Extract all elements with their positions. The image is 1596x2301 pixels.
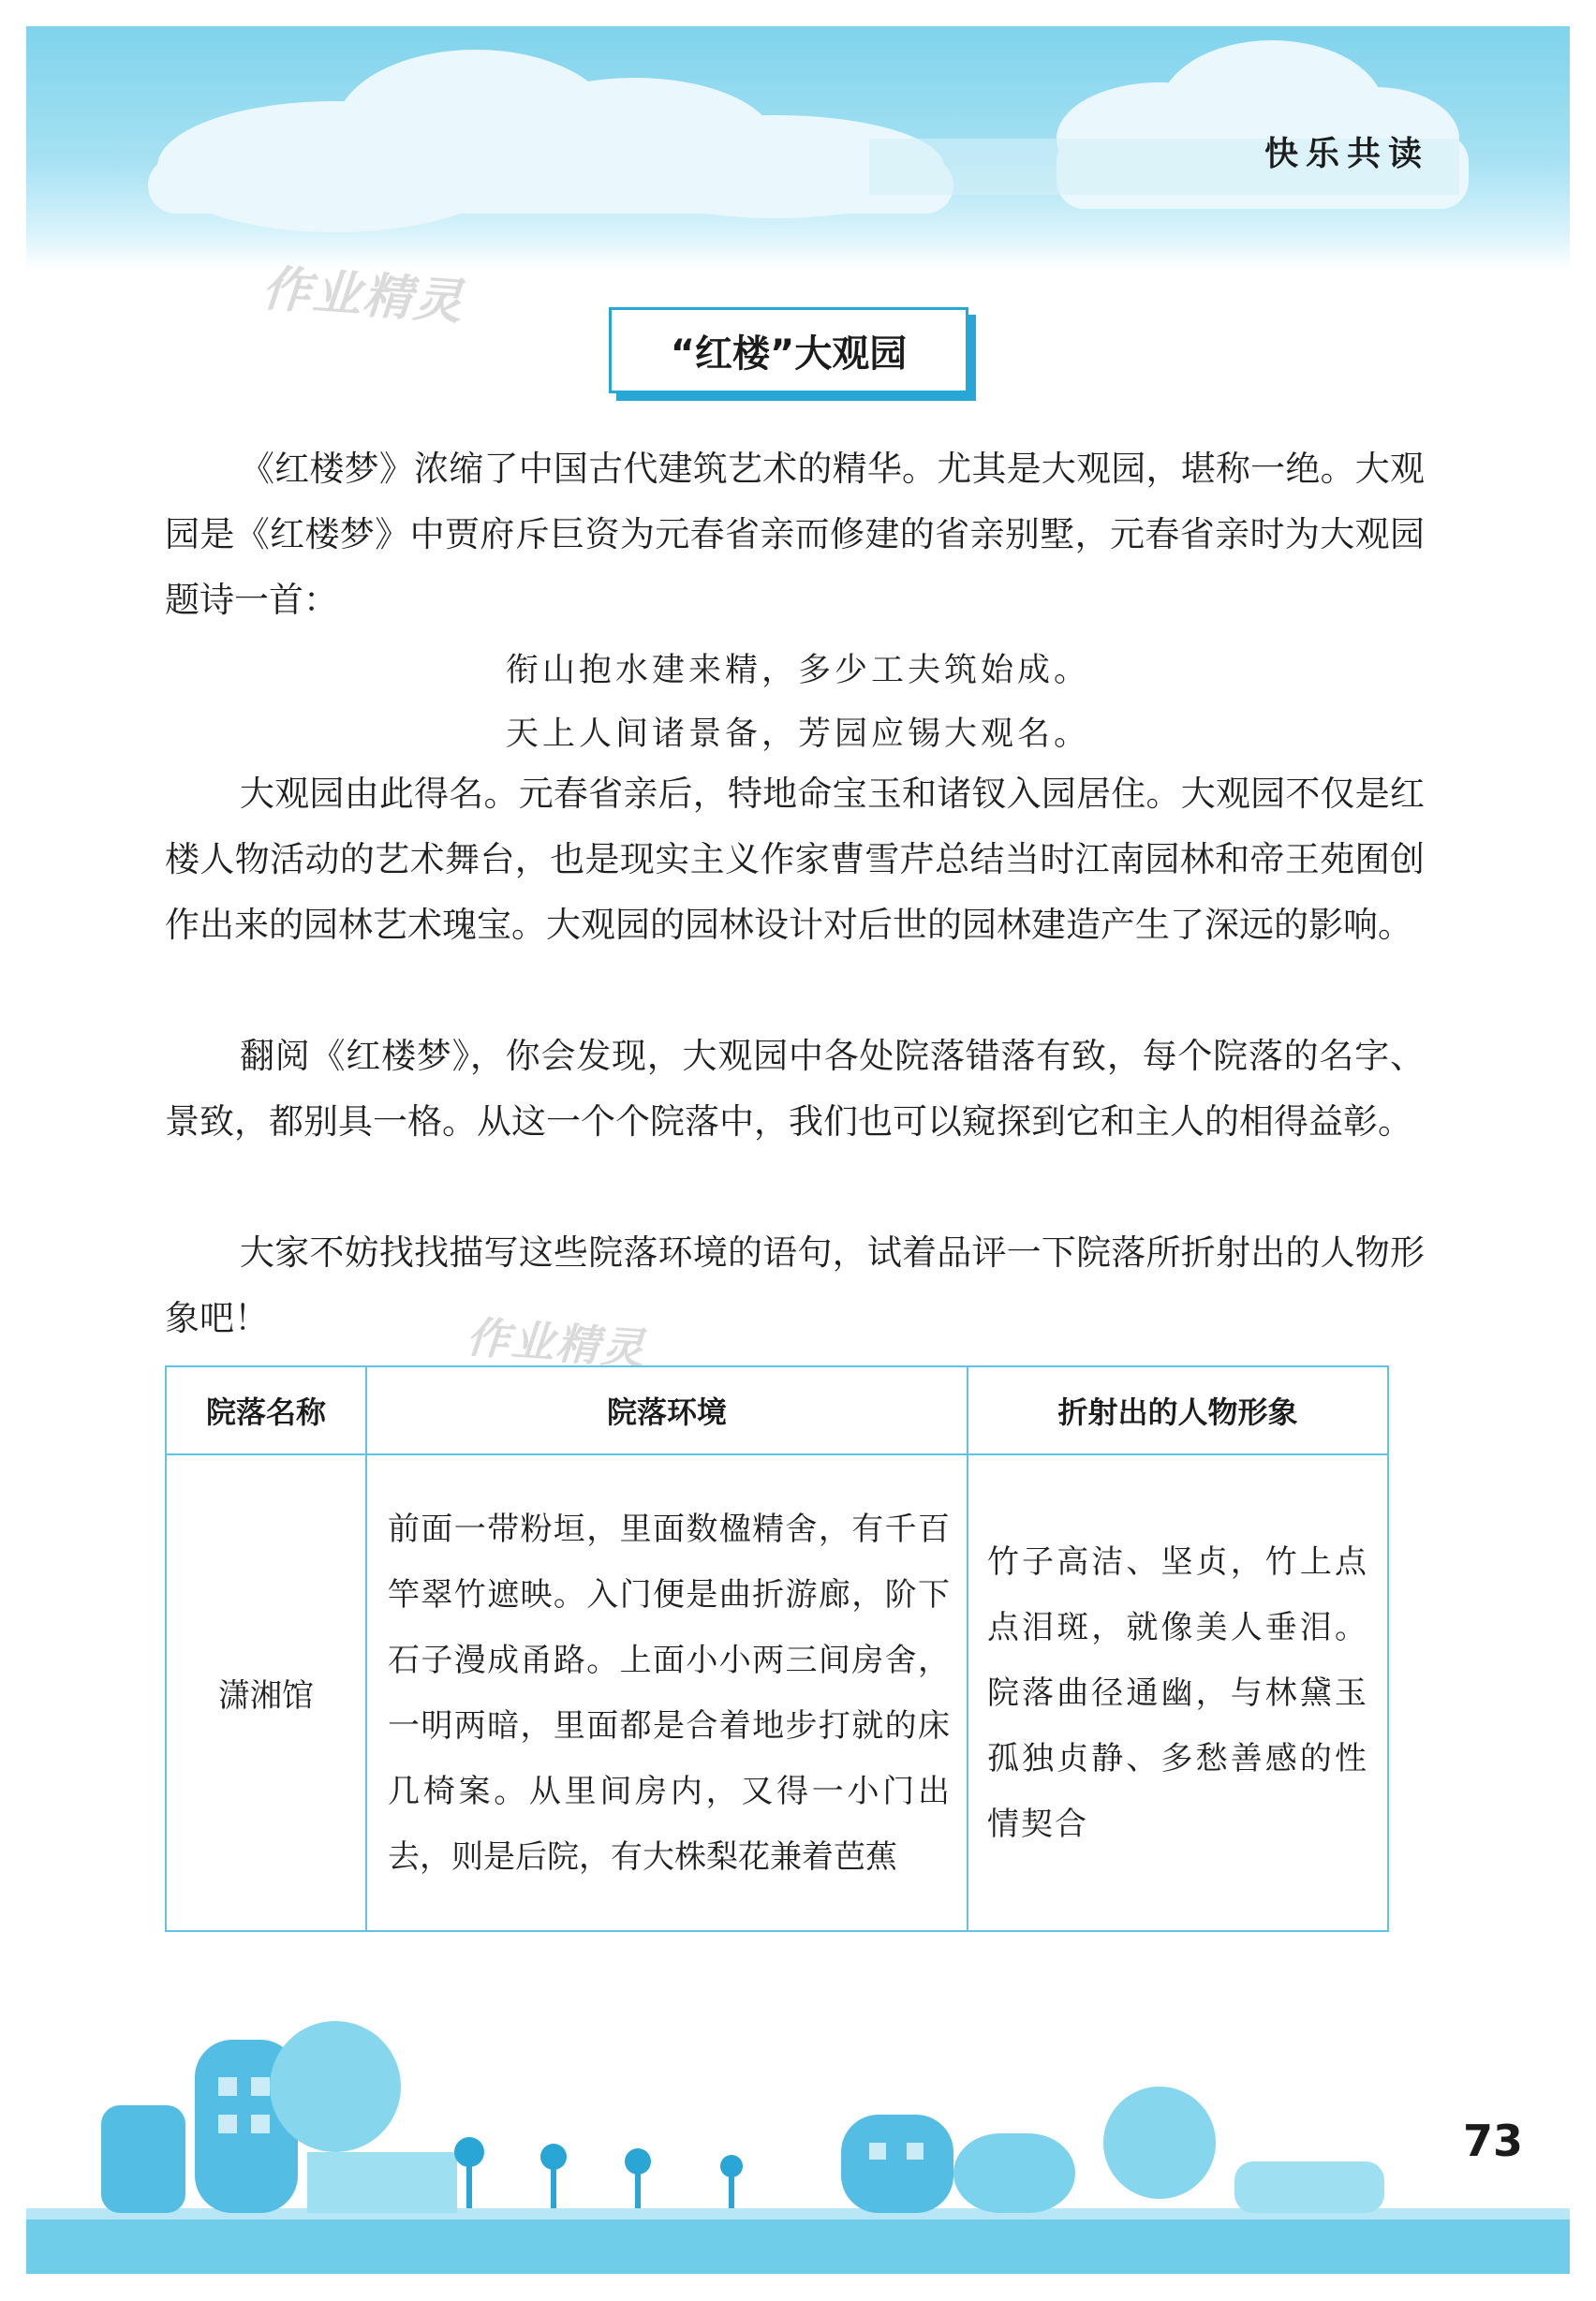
paragraph-garden: 大观园由此得名。元春省亲后，特地命宝玉和诸钗入园居住。大观园不仅是红楼人物活动的艺术舞台，也是现实主义作家曹雪芹总结当时江南园林和帝王苑囿创作出来的园林艺术瑰宝。大观园的园林设计对后世的园林建造产生了深远的影响。 (165, 774, 1425, 945)
page-number: 73 (1439, 2094, 1547, 2188)
table-header-row (166, 1366, 1388, 1454)
header-band (26, 26, 1570, 270)
cell-courtyard-name: 潇湘馆 (166, 1454, 366, 1931)
city-skyline-decoration (26, 1974, 1570, 2274)
page (26, 26, 1570, 2274)
column-header-name: 院落名称 (166, 1366, 366, 1454)
column-header-environment: 院落环境 (366, 1366, 968, 1454)
paragraph-intro: 《红楼梦》浓缩了中国古代建筑艺术的精华。尤其是大观园，堪称一绝。大观园是《红楼梦》中贾府斥巨资为元春省亲而修建的省亲别墅，元春省亲时为大观园题诗一首： (165, 449, 1425, 620)
watermark: 作业精灵 (259, 260, 466, 332)
paragraph-task: 大家不妨找找描写这些院落环境的语句，试着品评一下院落所折射出的人物形象吧！ (165, 1232, 1425, 1338)
cell-courtyard-environment: 前面一带粉垣，里面数楹精舍，有千百竿翠竹遮映。入门便是曲折游廊，阶下石子漫成甬路。上面小小两三间房舍，一明两暗，里面都是合着地步打就的床几椅案。从里间房内，又得一小门出去，则是后院，有大株梨花兼着芭蕉 (366, 1454, 968, 1931)
cell-character-image: 竹子高洁、坚贞，竹上点点泪斑，就像美人垂泪。院落曲径通幽，与林黛玉孤独贞静、多愁善感的性情契合 (968, 1454, 1388, 1931)
poem-line-2: 天上人间诸景备，芳园应锡大观名。 (505, 715, 1090, 753)
paragraph-courtyards: 翻阅《红楼梦》，你会发现，大观园中各处院落错落有致，每个院落的名字、景致，都别具一格。从这一个个院落中，我们也可以窥探到它和主人的相得益彰。 (165, 1036, 1425, 1142)
courtyard-table (165, 1365, 1389, 1932)
poem-line-1: 衔山抱水建来精，多少工夫筑始成。 (505, 652, 1090, 689)
page-title: “红楼”大观园 (609, 307, 968, 393)
column-header-image: 折射出的人物形象 (968, 1366, 1388, 1454)
table-row (166, 1454, 1388, 1931)
watermark: 作业精灵 (465, 1311, 648, 1375)
section-tag: 快乐共读 (1264, 135, 1429, 173)
